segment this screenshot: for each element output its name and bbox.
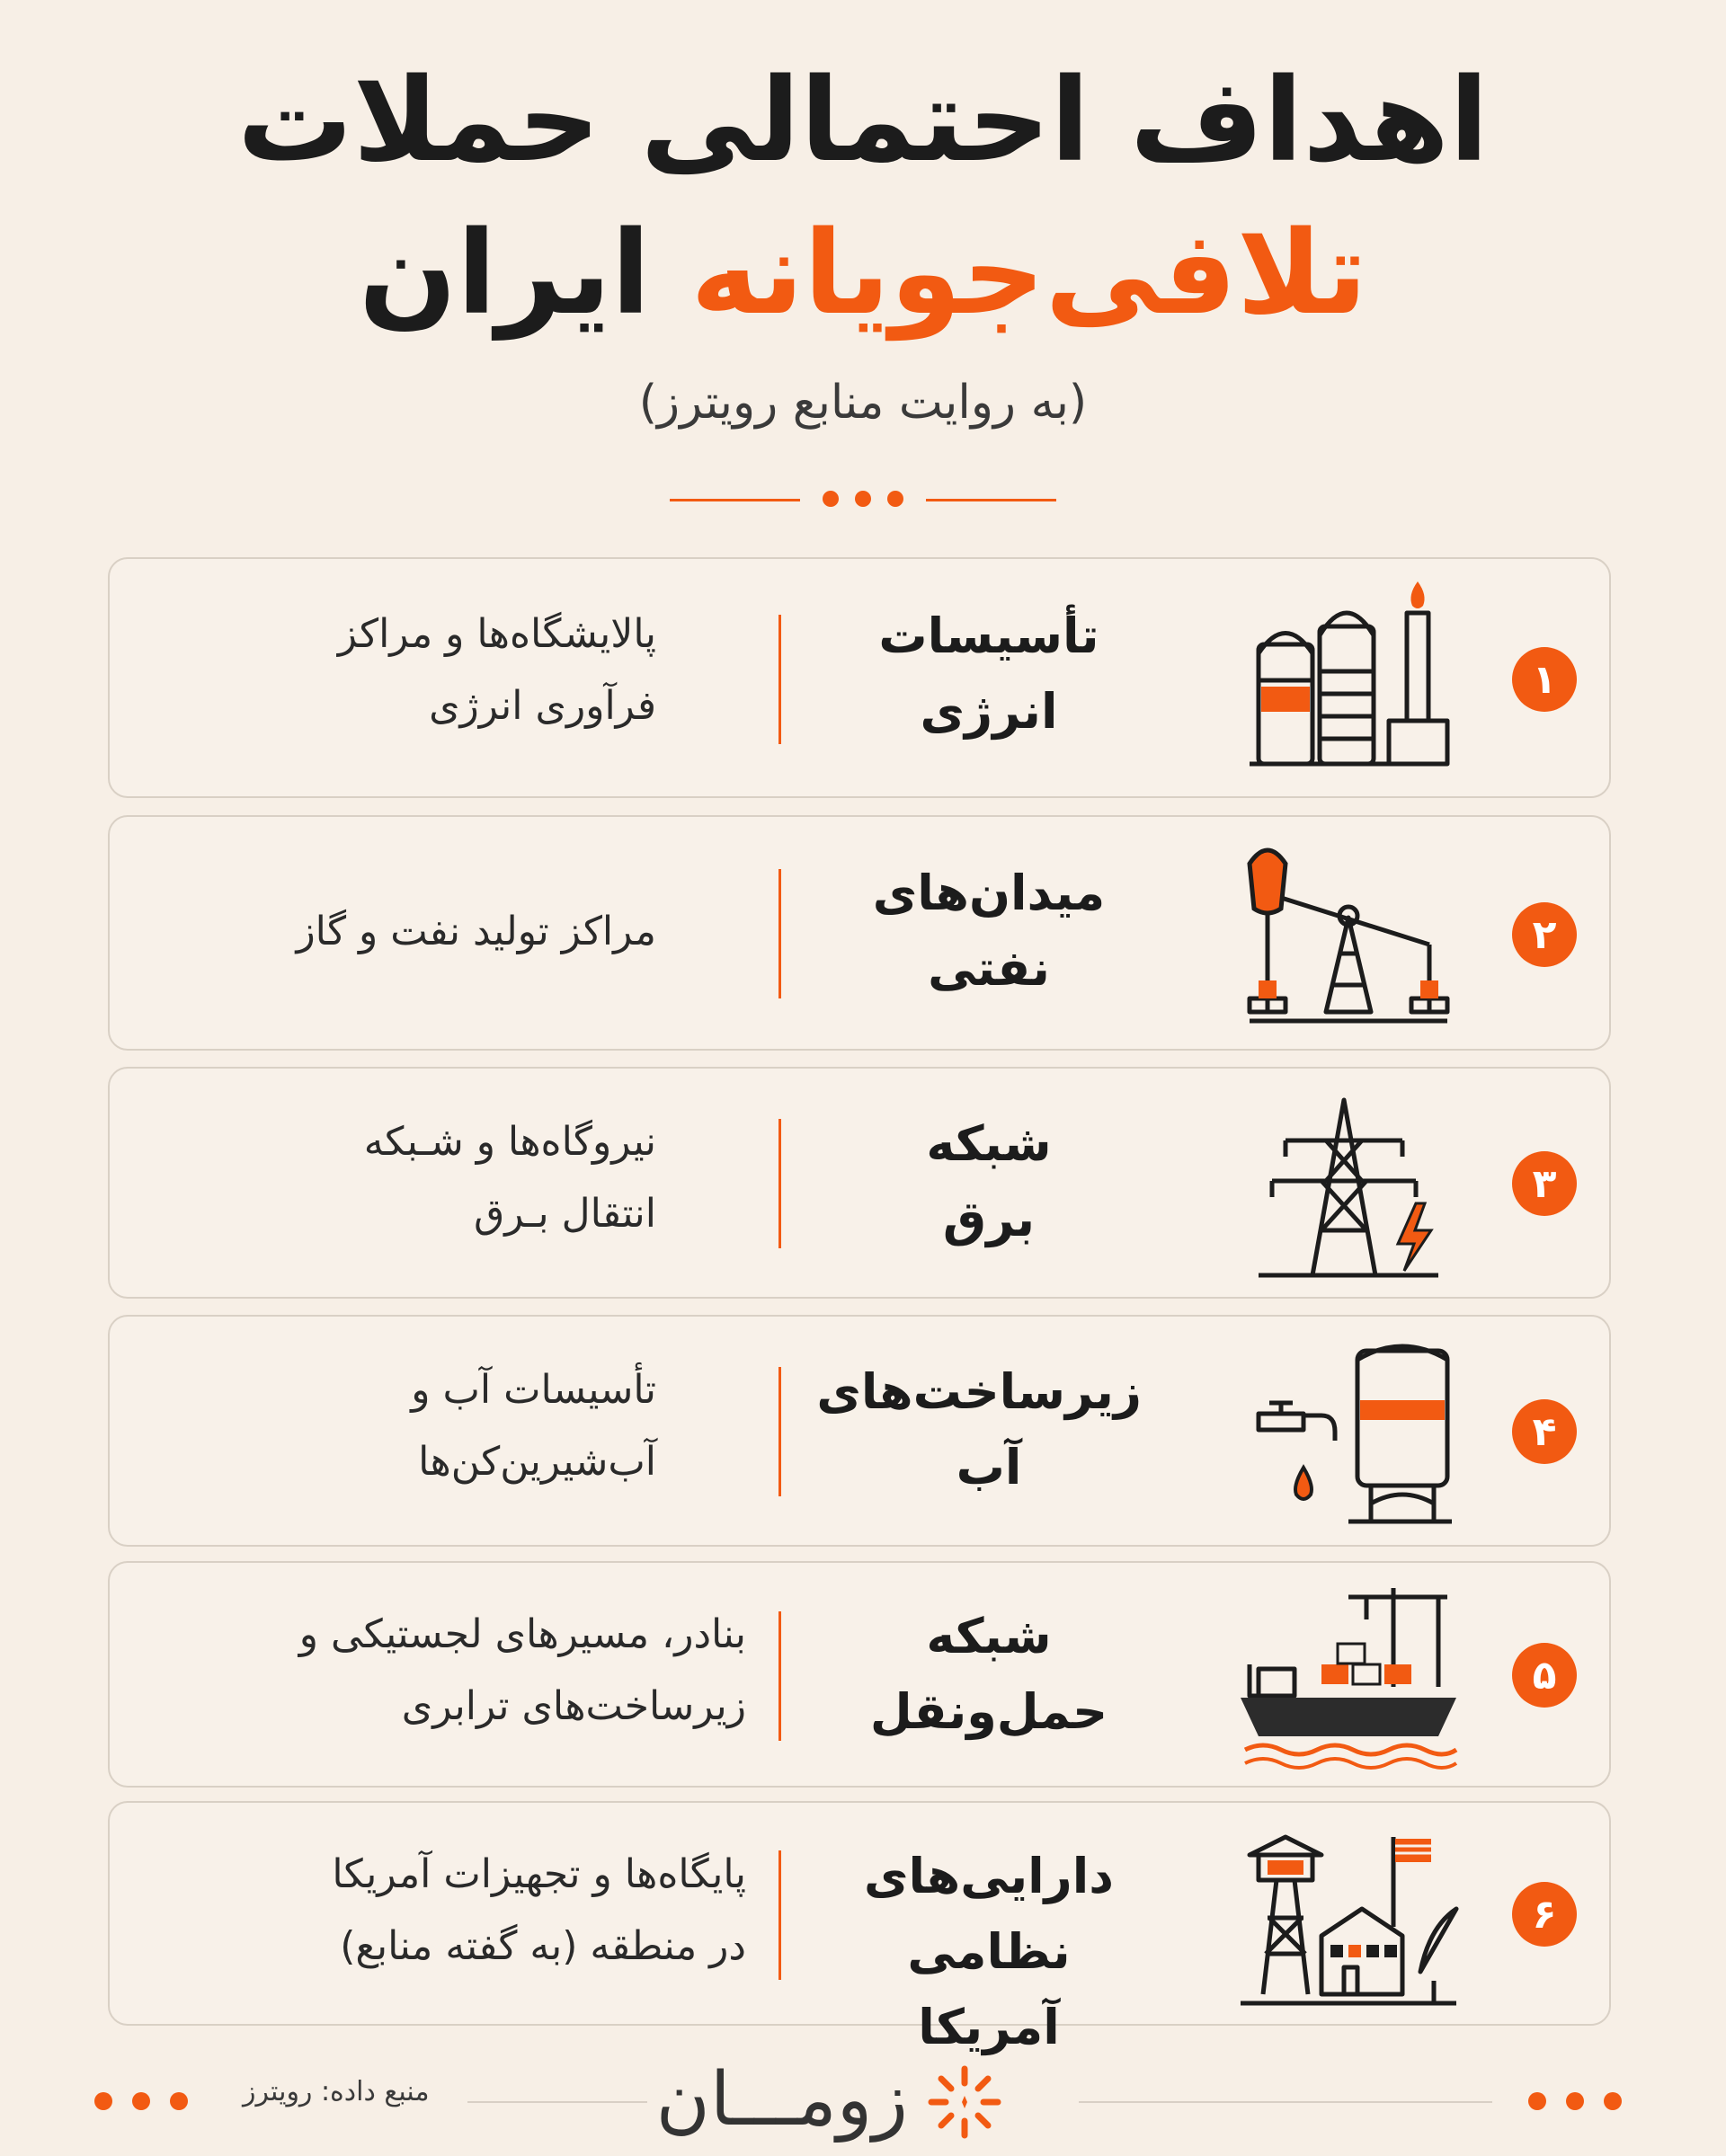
title-rest: ایران <box>358 207 651 341</box>
separator <box>778 1367 781 1496</box>
footer-line-left <box>467 2101 647 2103</box>
target-description: نیروگاه‌ها و شـبکه انتقال بـرق <box>363 1119 656 1237</box>
target-label: زیرساخت‌های آب <box>816 1363 1142 1495</box>
page-title: اهداف احتمالی حملات <box>237 54 1489 188</box>
footer-dots-right <box>1528 2092 1622 2110</box>
target-description: پالایشگاه‌ها و مراکز فرآوری انرژی <box>337 611 656 729</box>
target-label: دارایی‌های نظامی آمریکا <box>864 1848 1114 2055</box>
target-label: تأسیسات انرژی <box>878 608 1099 740</box>
logo-text: زومـــان <box>655 2057 908 2143</box>
target-label: شبکه برق <box>926 1115 1052 1247</box>
separator <box>778 869 781 998</box>
separator <box>778 1119 781 1248</box>
brand-logo <box>655 2051 1043 2150</box>
target-description: تأسیسات آب و آب‌شیرین‌کن‌ها <box>411 1367 656 1485</box>
number-badge: ۶ <box>1512 1882 1577 1947</box>
military-base-icon <box>1232 1819 1465 2012</box>
target-card-1 <box>108 557 1611 798</box>
target-label: میدان‌های نفتی <box>872 865 1106 997</box>
separator <box>778 1611 781 1741</box>
data-source: منبع داده: رویترز <box>243 2076 430 2107</box>
footer-dots-left <box>94 2092 188 2110</box>
target-label: شبکه حمل‌ونقل <box>869 1608 1108 1740</box>
page-title-line2 <box>0 202 1726 346</box>
number-badge: ۱ <box>1512 647 1577 712</box>
target-card-5 <box>108 1561 1611 1788</box>
separator <box>778 615 781 744</box>
title-block <box>0 49 1726 346</box>
number-badge: ۴ <box>1512 1399 1577 1464</box>
footer <box>0 2051 1726 2150</box>
refinery-icon <box>1232 559 1465 784</box>
power-tower-icon <box>1232 1087 1465 1284</box>
target-description: بنادر، مسیرهای لجستیکی و زیرساخت‌های ترابری <box>298 1611 746 1729</box>
water-tank-icon <box>1232 1333 1465 1530</box>
footer-line-right <box>1079 2101 1492 2103</box>
title-divider <box>670 491 1056 509</box>
target-card-3 <box>108 1067 1611 1299</box>
number-badge: ۳ <box>1512 1151 1577 1216</box>
sunburst-icon <box>926 2063 1003 2141</box>
subtitle: (به روایت منابع رویترز) <box>638 376 1088 430</box>
target-card-4 <box>108 1315 1611 1547</box>
number-badge: ۲ <box>1512 902 1577 967</box>
target-card-2 <box>108 815 1611 1051</box>
oil-pump-icon <box>1232 828 1465 1034</box>
title-accent: تلافی‌جویانه <box>690 207 1368 341</box>
number-badge: ۵ <box>1512 1643 1577 1708</box>
separator <box>778 1850 781 1980</box>
target-card-6 <box>108 1801 1611 2055</box>
target-description: پایگاه‌ها و تجهیزات آمریکا در منطقه (به گفته منابع) <box>332 1851 746 1969</box>
cargo-ship-icon <box>1232 1579 1465 1772</box>
target-description: مراکز تولید نفت و گاز <box>296 909 656 954</box>
